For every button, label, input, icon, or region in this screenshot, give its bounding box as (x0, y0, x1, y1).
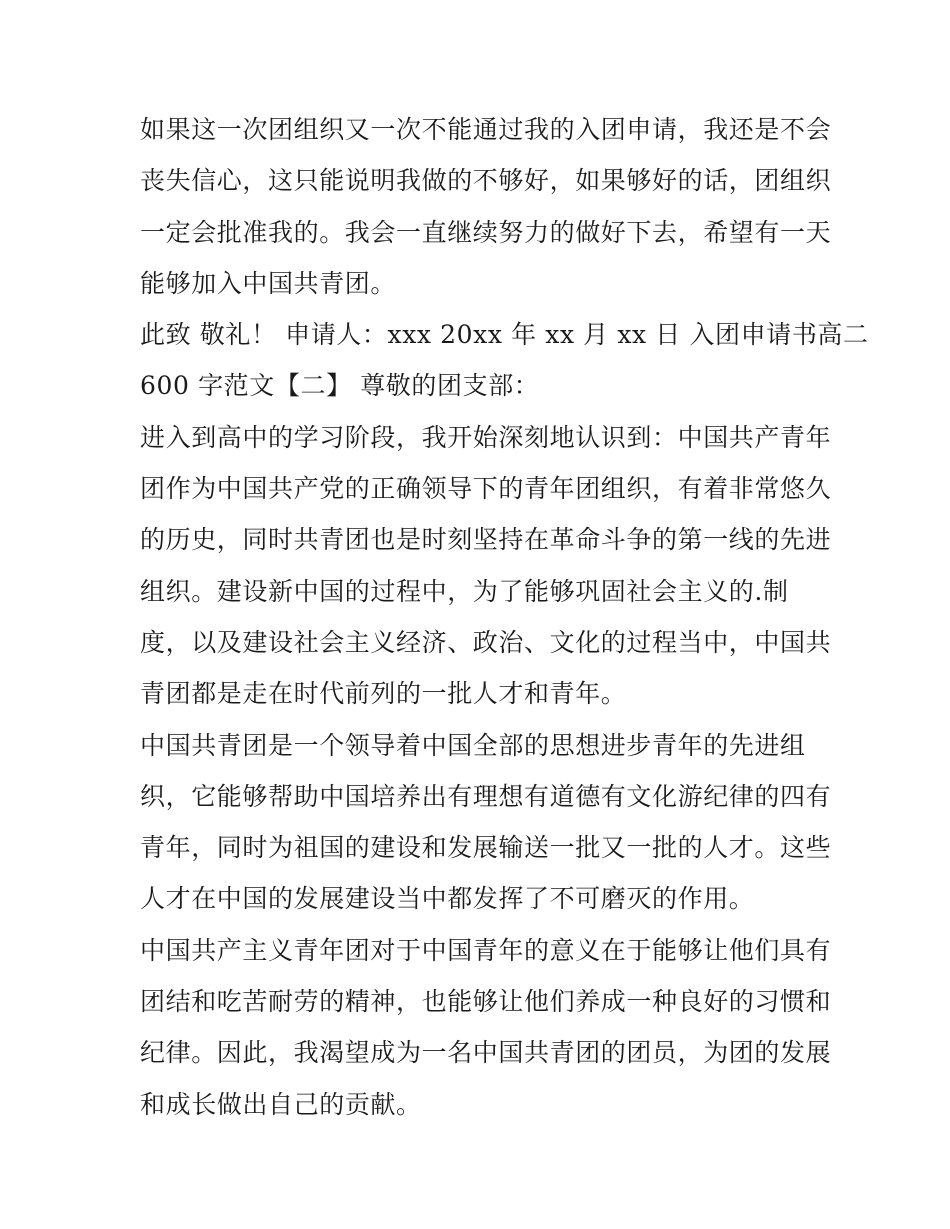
text-line: 进入到高中的学习阶段，我开始深刻地认识到：中国共产青年 (140, 422, 832, 452)
text-line: 如果这一次团组织又一次不能通过我的入团申请，我还是不会 (140, 115, 832, 144)
text-line: 和成长做出自己的贡献。 (140, 1089, 422, 1119)
text-line: 中国共青团是一个领导着中国全部的思想进步青年的先进组 (140, 730, 806, 760)
text-line: 织，它能够帮助中国培养出有理想有道德有文化游纪律的四有 (140, 781, 832, 811)
text-line: 组织。建设新中国的过程中，为了能够巩固社会主义的.制 (140, 576, 789, 606)
text-line: 青年，同时为祖国的建设和发展输送一批又一批的人才。这些 (140, 833, 832, 863)
text-line: 能够加入中国共青团。 (140, 268, 397, 298)
text-line: 丧失信心，这只能说明我做的不够好，如果够好的话，团组织 (140, 166, 832, 196)
text-line: 度，以及建设社会主义经济、政治、文化的过程当中，中国共 (140, 627, 832, 657)
text-line: 此致 敬礼！ 申请人：xxx 20xx 年 xx 月 xx 日 入团申请书高二 (140, 320, 869, 350)
text-line: 中国共产主义青年团对于中国青年的意义在于能够让他们具有 (140, 935, 832, 965)
text-line: 青团都是走在时代前列的一批人才和青年。 (140, 679, 627, 709)
text-line: 团结和吃苦耐劳的精神，也能够让他们养成一种良好的习惯和 (140, 987, 832, 1017)
document-body (140, 104, 869, 1130)
text-line: 人才在中国的发展建设当中都发挥了不可磨灭的作用。 (140, 884, 755, 914)
text-line: 纪律。因此，我渴望成为一名中国共青团的团员，为团的发展 (140, 1038, 832, 1068)
text-line: 的历史，同时共青团也是时刻坚持在革命斗争的第一线的先进 (140, 525, 832, 555)
text-line: 团作为中国共产党的正确领导下的青年团组织，有着非常悠久 (140, 474, 832, 504)
text-line: 600 字范文【二】 尊敬的团支部： (140, 371, 540, 401)
text-line: 一定会批准我的。我会一直继续努力的做好下去，希望有一天 (140, 217, 832, 247)
